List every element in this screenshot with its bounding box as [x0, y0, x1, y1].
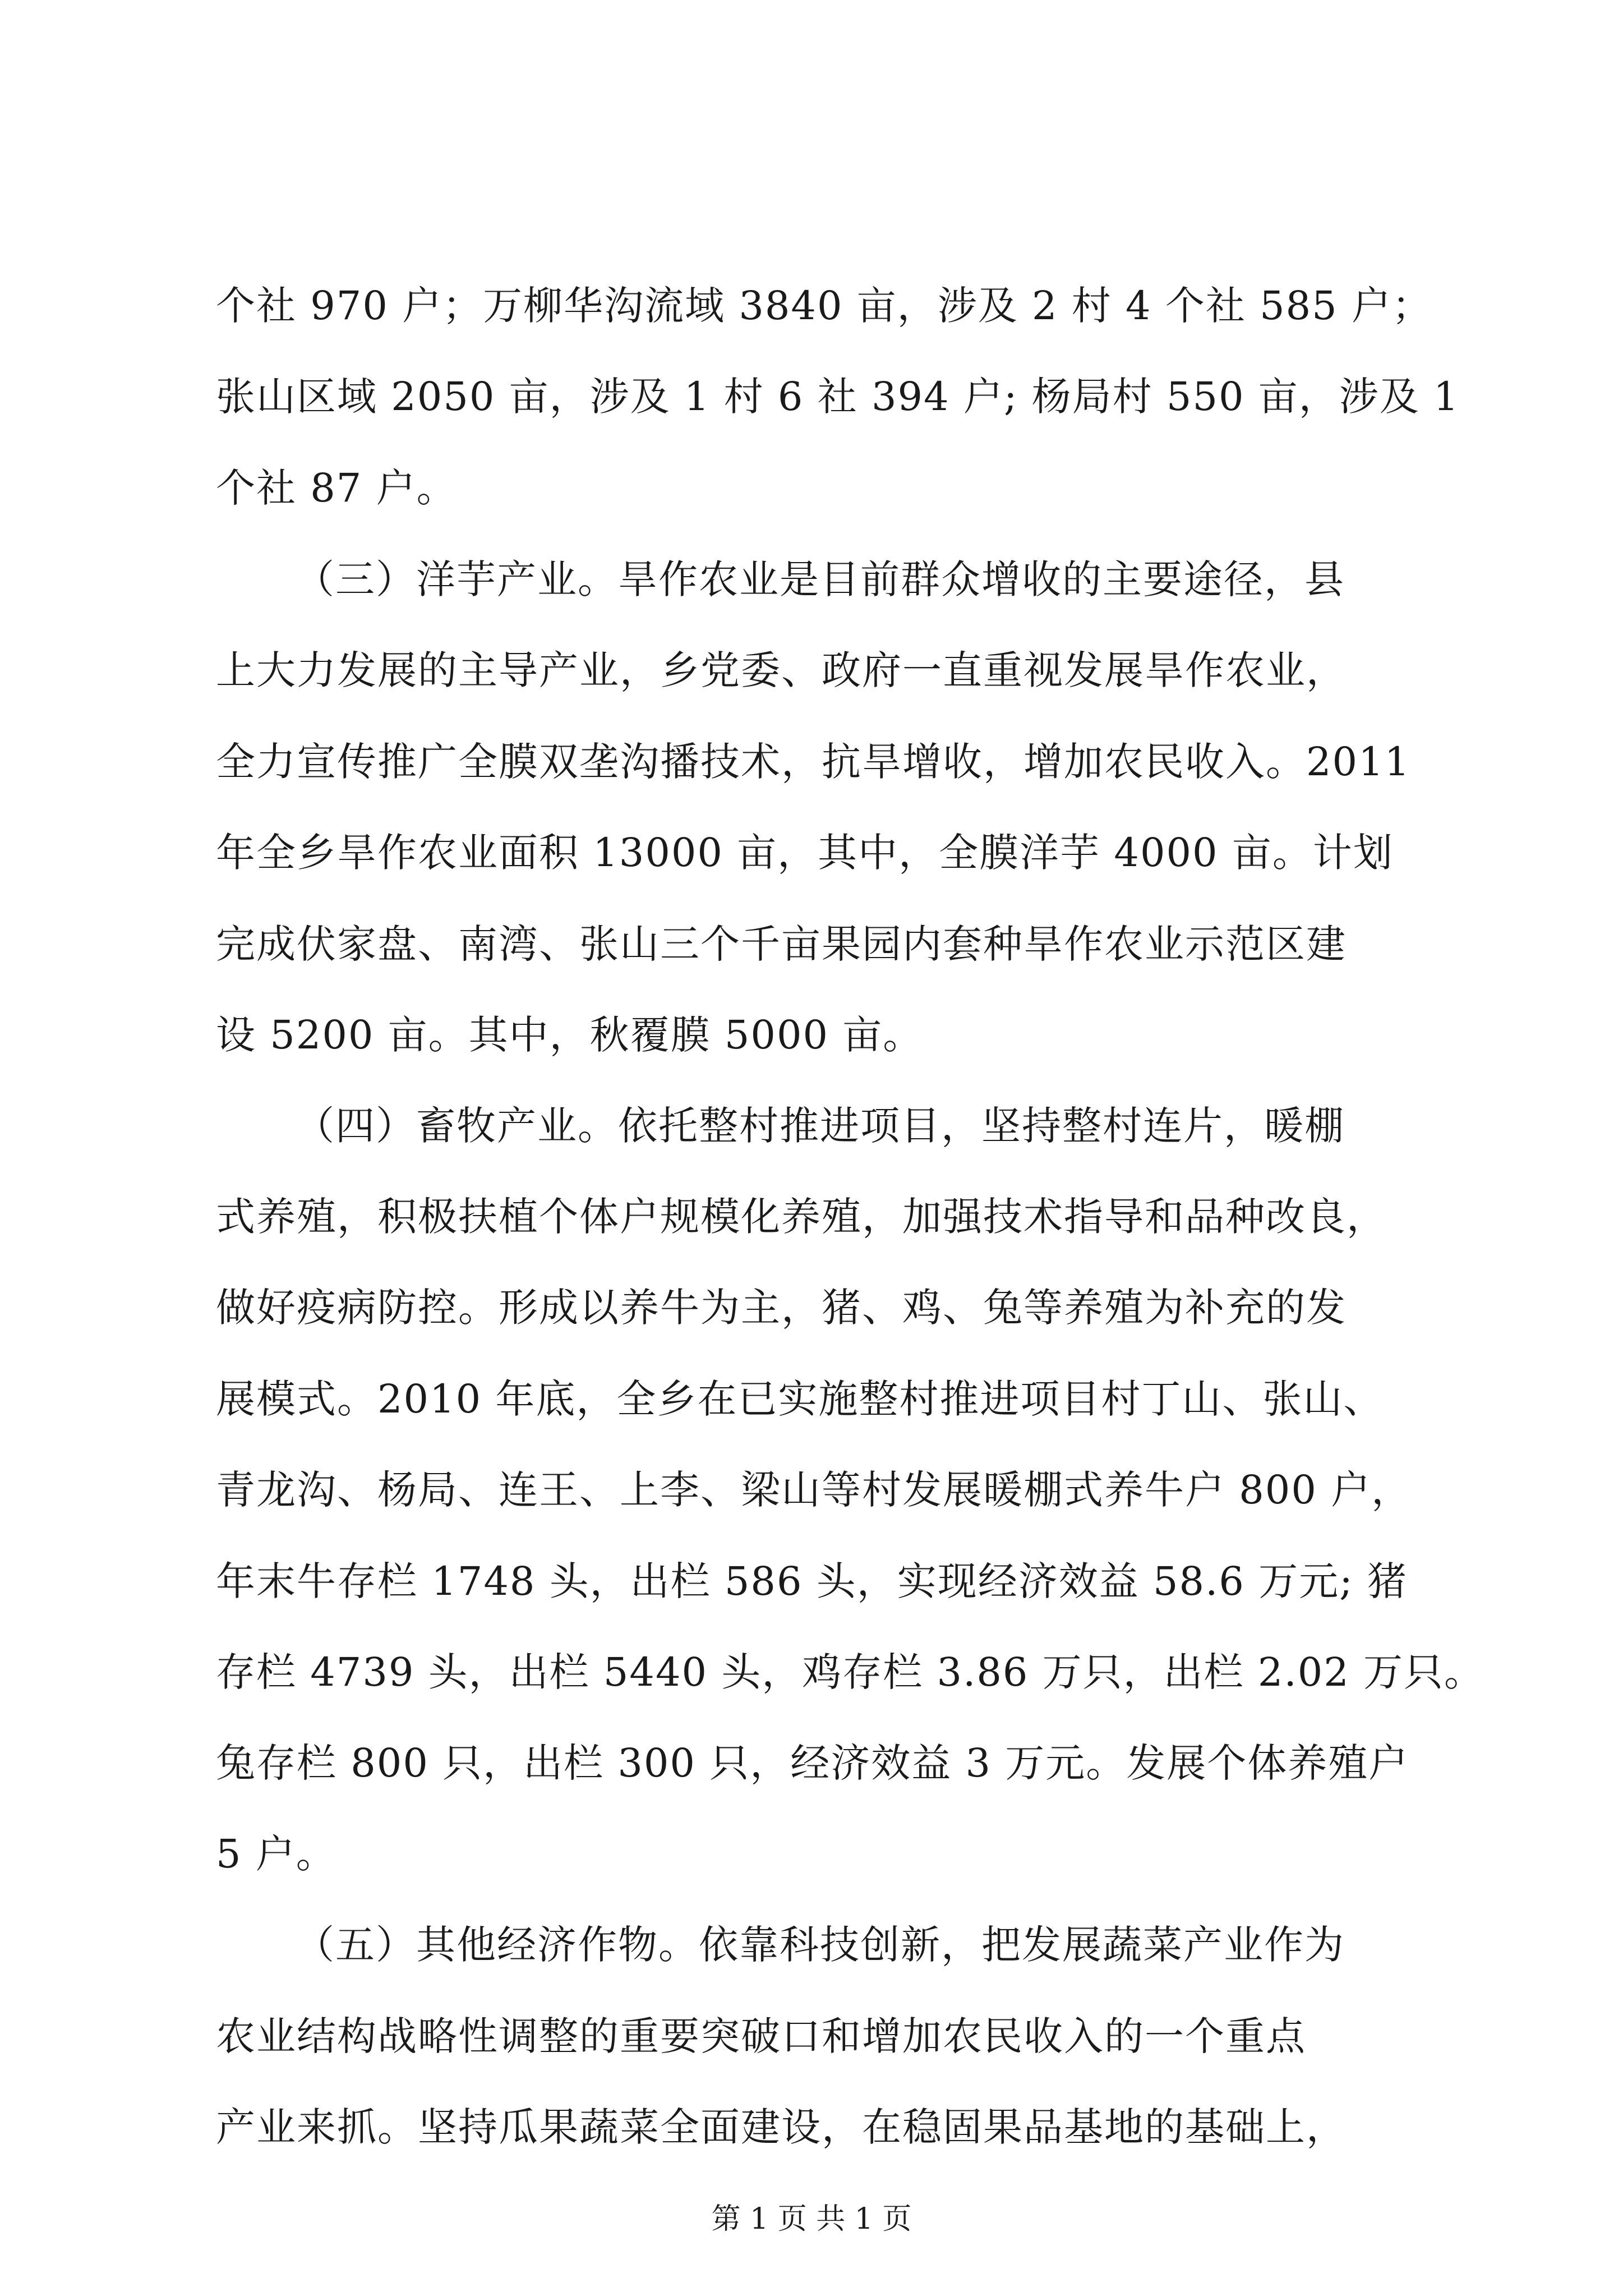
- text-line: 张山区域 2050 亩，涉及 1 村 6 社 394 户; 杨局村 550 亩，涉及 1: [216, 374, 1460, 420]
- text-line: 5 户。: [216, 1831, 336, 1877]
- text-line: 展模式。2010 年底，全乡在已实施整村推进项目村丁山、张山、: [216, 1376, 1384, 1422]
- text-line: 全力宣传推广全膜双垄沟播技术，抗旱增收，增加农民收入。2011: [216, 739, 1411, 785]
- text-line: 做好疫病防控。形成以养牛为主，猪、鸡、兔等养殖为补充的发: [216, 1285, 1347, 1331]
- text-line: 年全乡旱作农业面积 13000 亩，其中，全膜洋芋 4000 亩。计划: [216, 830, 1394, 876]
- text-line: 年末牛存栏 1748 头，出栏 586 头，实现经济效益 58.6 万元; 猪: [216, 1558, 1408, 1604]
- page-footer: 第 1 页 共 1 页: [711, 2202, 912, 2236]
- text-line: 产业来抓。坚持瓜果蔬菜全面建设，在稳固果品基地的基础上，: [216, 2104, 1347, 2150]
- paragraph-heading-line: （四）畜牧产业。依托整村推进项目，坚持整村连片，暖棚: [295, 1103, 1345, 1149]
- text-line: 上大力发展的主导产业，乡党委、政府一直重视发展旱作农业，: [216, 647, 1347, 693]
- text-line: 完成伏家盘、南湾、张山三个千亩果园内套种旱作农业示范区建: [216, 921, 1347, 967]
- text-line: 个社 970 户；万柳华沟流域 3840 亩，涉及 2 村 4 个社 585 户；: [216, 283, 1432, 329]
- paragraph-heading-line: （三）洋芋产业。旱作农业是目前群众增收的主要途径，县: [295, 556, 1345, 602]
- text-line: 兔存栏 800 只，出栏 300 只，经济效益 3 万元。发展个体养殖户: [216, 1740, 1409, 1786]
- text-line: 式养殖，积极扶植个体户规模化养殖，加强技术指导和品种改良，: [216, 1194, 1387, 1240]
- text-line: 设 5200 亩。其中，秋覆膜 5000 亩。: [216, 1012, 924, 1058]
- text-line: 农业结构战略性调整的重要突破口和增加农民收入的一个重点: [216, 2013, 1306, 2059]
- text-line: 青龙沟、杨局、连王、上李、梁山等村发展暖棚式养牛户 800 户，: [216, 1467, 1412, 1513]
- paragraph-heading-line: （五）其他经济作物。依靠科技创新，把发展蔬菜产业作为: [295, 1922, 1345, 1968]
- text-line: 个社 87 户。: [216, 465, 457, 511]
- text-line: 存栏 4739 头，出栏 5440 头，鸡存栏 3.86 万只，出栏 2.02 万只。: [216, 1649, 1485, 1695]
